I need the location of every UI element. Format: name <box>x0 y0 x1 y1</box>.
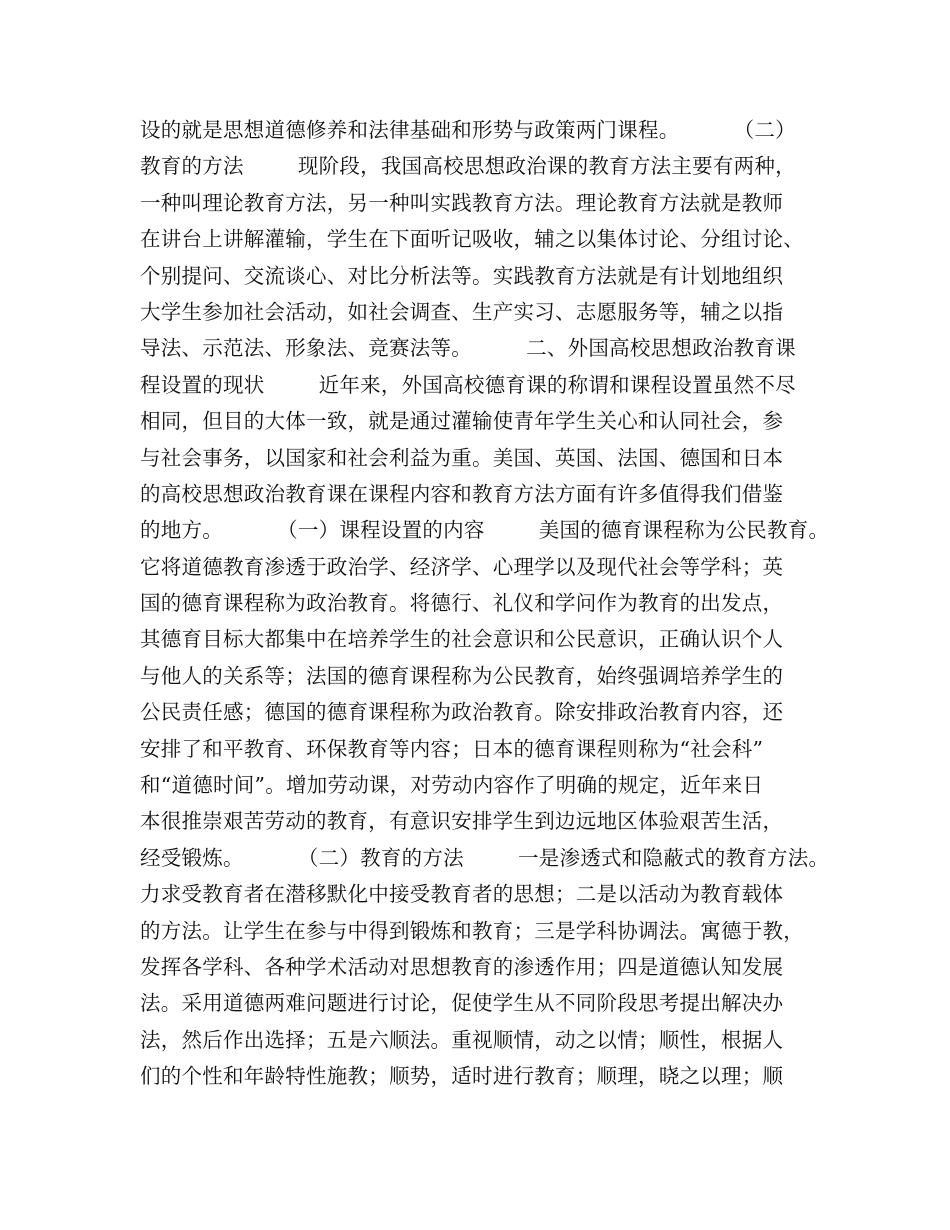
text-line: 它将道德教育渗透于政治学、经济学、心理学以及现代社会等学科；英 <box>140 554 784 579</box>
text-line: 教育的方法 现阶段，我国高校思想政治课的教育方法主要有两种， <box>140 154 796 179</box>
text-line: 的地方。 （一）课程设置的内容 美国的德育课程称为公民教育。 <box>140 518 830 543</box>
text-line: 设的就是思想道德修养和法律基础和形势与政策两门课程。 （二） <box>140 118 796 142</box>
text-line: 的方法。让学生在参与中得到锻炼和教育；三是学科协调法。寓德于教， <box>140 918 804 943</box>
text-line: 与他人的关系等；法国的德育课程称为公民教育，始终强调培养学生的 <box>140 663 784 688</box>
text-line: 安排了和平教育、环保教育等内容；日本的德育课程则称为“社会科” <box>140 736 764 761</box>
text-line: 的高校思想政治教育课在课程内容和教育方法方面有许多值得我们借鉴 <box>140 481 784 506</box>
text-line: 个别提问、交流谈心、对比分析法等。实践教育方法就是有计划地组织 <box>140 263 784 288</box>
text-line: 力求受教育者在潜移默化中接受教育者的思想；二是以活动为教育载体 <box>140 882 784 907</box>
text-line: 一种叫理论教育方法，另一种叫实践教育方法。理论教育方法就是教师 <box>140 190 784 215</box>
text-line: 法。采用道德两难问题进行讨论，促使学生从不同阶段思考提出解决办 <box>140 991 784 1016</box>
body-text <box>140 112 830 1095</box>
text-line: 相同，但目的大体一致，就是通过灌输使青年学生关心和认同社会，参 <box>140 409 784 434</box>
text-line: 大学生参加社会活动，如社会调查、生产实习、志愿服务等，辅之以指 <box>140 299 784 324</box>
text-line: 发挥各学科、各种学术活动对思想教育的渗透作用；四是道德认知发展 <box>140 954 784 979</box>
text-line: 程设置的现状 近年来，外国高校德育课的称谓和课程设置虽然不尽 <box>140 372 796 397</box>
text-line: 在讲台上讲解灌输，学生在下面听记吸收，辅之以集体讨论、分组讨论、 <box>140 227 804 252</box>
text-line: 国的德育课程称为政治教育。将德行、礼仪和学问作为教育的出发点， <box>140 591 784 616</box>
text-line: 与社会事务，以国家和社会利益为重。美国、英国、法国、德国和日本 <box>140 445 784 470</box>
text-line: 经受锻炼。 （二）教育的方法 一是渗透式和隐蔽式的教育方法。 <box>140 845 830 870</box>
text-line: 本很推崇艰苦劳动的教育，有意识安排学生到边远地区体验艰苦生活， <box>140 809 784 834</box>
text-line: 法，然后作出选择；五是六顺法。重视顺情，动之以情；顺性，根据人 <box>140 1027 784 1052</box>
text-line: 和“道德时间”。增加劳动课，对劳动内容作了明确的规定，近年来日 <box>140 773 764 798</box>
text-line: 导法、示范法、形象法、竞赛法等。 二、外国高校思想政治教育课 <box>140 336 796 361</box>
text-line: 们的个性和年龄特性施教；顺势，适时进行教育；顺理，晓之以理；顺 <box>140 1064 784 1089</box>
text-line: 其德育目标大都集中在培养学生的社会意识和公民意识，正确认识个人 <box>140 627 784 652</box>
text-line: 公民责任感；德国的德育课程称为政治教育。除安排政治教育内容，还 <box>140 700 784 725</box>
